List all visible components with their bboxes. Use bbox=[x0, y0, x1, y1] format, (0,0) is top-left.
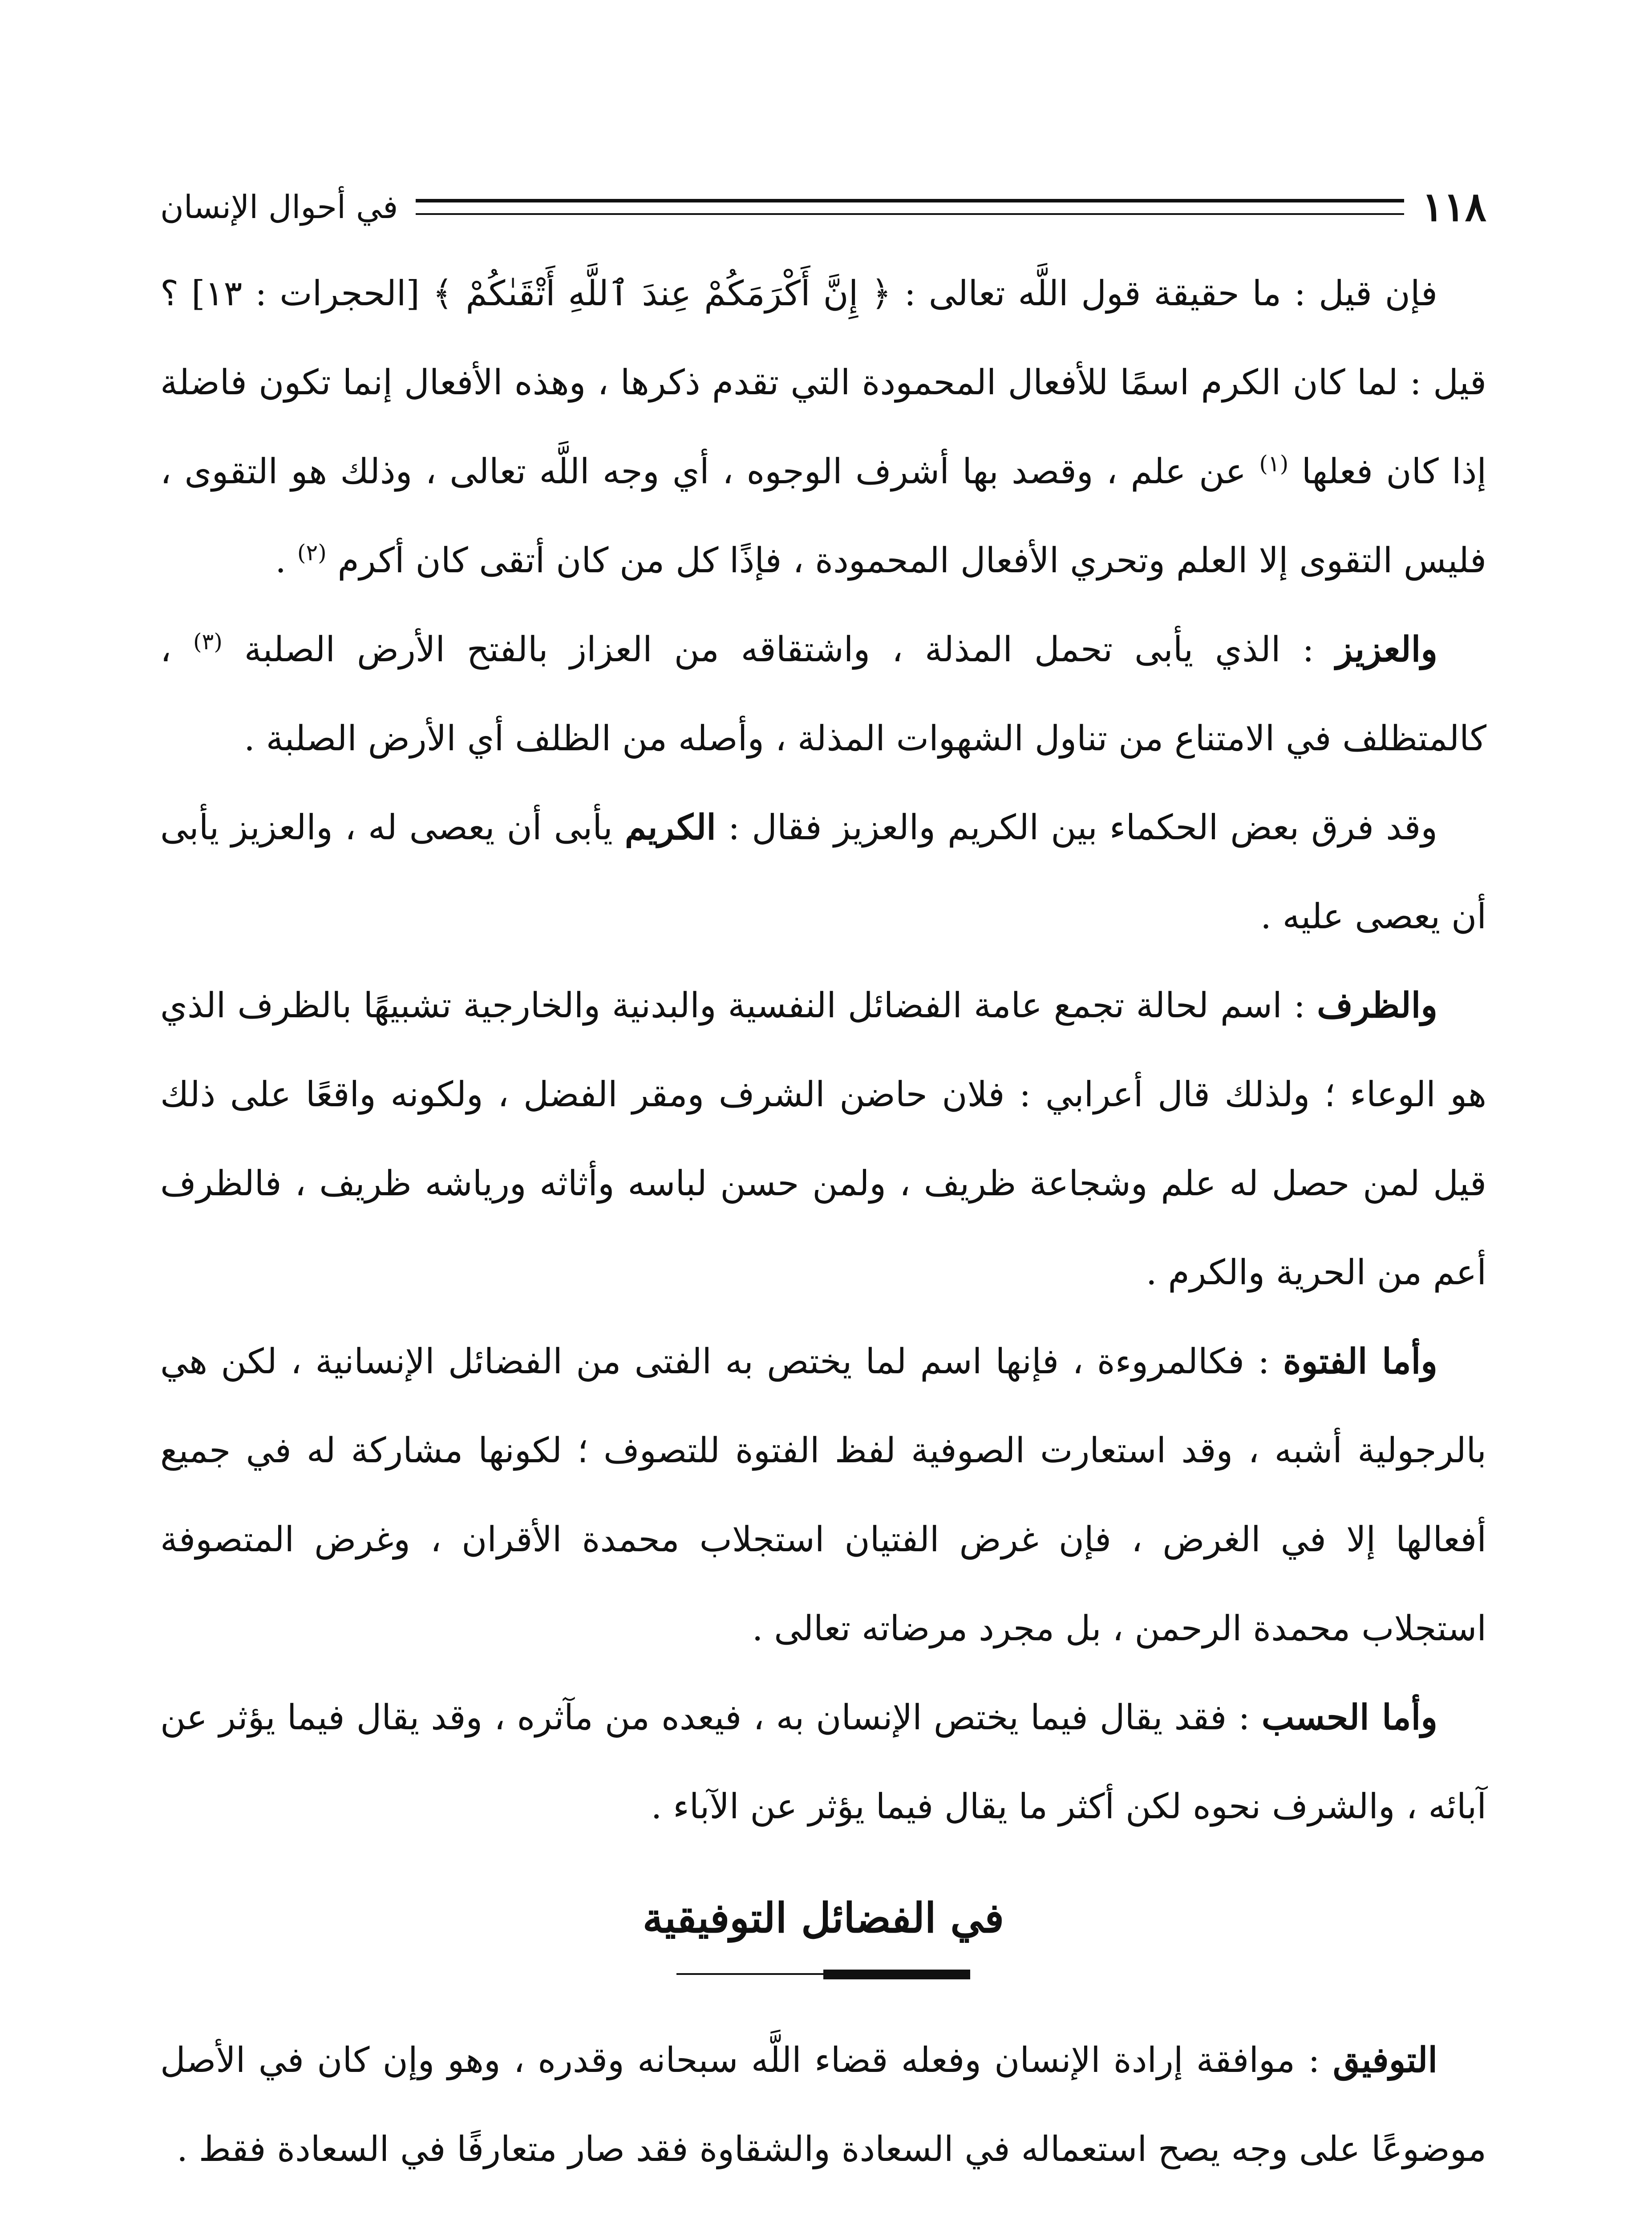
defined-term: الكريم bbox=[624, 807, 716, 848]
ornament-thick-bar bbox=[823, 1970, 970, 1979]
text-run: : الذي يأبى تحمل المذلة ، واشتقاقه من العزاز بالفتح الأرض الصلبة bbox=[222, 630, 1336, 670]
quran-quote: ﴿ إِنَّ أَكْرَمَكُمْ عِندَ ٱللَّهِ أَتْقَىٰكُمْ ﴾ bbox=[432, 274, 891, 314]
footnote-reference: (١) bbox=[1259, 451, 1289, 477]
section-text bbox=[160, 2016, 1486, 2194]
section-ornament bbox=[676, 1967, 970, 1985]
footnote-reference: (٢) bbox=[297, 540, 327, 566]
running-title: في أحوال الإنسان bbox=[160, 188, 398, 226]
defined-term: وأما الحسب bbox=[1261, 1697, 1437, 1738]
main-text bbox=[160, 249, 1486, 1851]
paragraph bbox=[160, 2016, 1486, 2194]
page-header bbox=[160, 174, 1486, 240]
text-run: . bbox=[275, 541, 297, 581]
book-page bbox=[160, 174, 1486, 2225]
section-heading: في الفضائل التوفيقية bbox=[642, 1894, 1004, 1942]
text-run: : موافقة إرادة الإنسان وفعله قضاء اللَّه سبحانه وقدره ، وهو وإن كان في الأصل موضوعًا على وجه يصح استعماله في السعادة والشقاوة فقد صار متعارفًا في السعادة فقط . bbox=[160, 2040, 1486, 2169]
paragraph bbox=[160, 605, 1486, 783]
text-run: وقد فرق بعض الحكماء بين الكريم والعزيز فقال : bbox=[716, 808, 1437, 848]
text-run: ، كالمتظلف في الامتناع من تناول الشهوات المذلة ، وأصله من الظلف أي الأرض الصلبة . bbox=[160, 630, 1486, 759]
paragraph bbox=[160, 961, 1486, 1317]
page-number: ١١٨ bbox=[1421, 183, 1486, 231]
paragraph bbox=[160, 249, 1486, 605]
text-run: فإن قيل : ما حقيقة قول اللَّه تعالى : bbox=[891, 274, 1437, 314]
text-run: يأبى أن يعصى له ، والعزيز يأبى أن يعصى عليه . bbox=[160, 808, 1486, 937]
defined-term: التوفيق bbox=[1332, 2040, 1437, 2080]
paragraph bbox=[160, 783, 1486, 961]
text-run: : اسم لحالة تجمع عامة الفضائل النفسية والبدنية والخارجية تشبيهًا بالظرف الذي هو الوعاء ؛ ولذلك قال أعرابي : فلان حاضن الشرف ومقر الفضل ، ولكونه واقعًا على ذلك قيل لمن حصل له علم وشجاعة ظريف ، ولمن حسن لباسه وأثاثه ورياشه ظريف ، فالظرف أعم من الحرية والكرم . bbox=[160, 986, 1486, 1293]
text-run: : فقد يقال فيما يختص الإنسان به ، فيعده من مآثره ، وقد يقال فيما يؤثر عن آبائه ، والشرف نحوه لكن أكثر ما يقال فيما يؤثر عن الآباء . bbox=[160, 1698, 1486, 1827]
text-run: : فكالمروءة ، فإنها اسم لما يختص به الفتى من الفضائل الإنسانية ، لكن هي بالرجولية أشبه ، وقد استعارت الصوفية لفظ الفتوة للتصوف ؛ لكونها مشاركة له في جميع أفعالها إلا في الغرض ، فإن غرض الفتيان استجلاب محمدة الأقران ، وغرض المتصوفة استجلاب محمدة الرحمن ، بل مجرد مرضاته تعالى . bbox=[160, 1342, 1486, 1649]
defined-term: وأما الفتوة bbox=[1283, 1341, 1437, 1382]
footnote-reference: (٣) bbox=[193, 629, 223, 655]
paragraph bbox=[160, 1317, 1486, 1673]
text-run: [الحجرات : ١٣] ؟ قيل : لما كان الكرم اسمًا للأفعال المحمودة التي تقدم ذكرها ، وهذه الأفعال إنما تكون فاضلة إذا كان فعلها bbox=[160, 274, 1486, 492]
header-rule bbox=[416, 199, 1404, 215]
paragraph bbox=[160, 1673, 1486, 1851]
defined-term: والعزيز bbox=[1336, 629, 1437, 670]
text-run: عن علم ، وقصد بها أشرف الوجوه ، أي وجه اللَّه تعالى ، وذلك هو التقوى ، فليس التقوى إلا العلم وتحري الأفعال المحمودة ، فإذًا كل من كان أتقى كان أكرم bbox=[160, 452, 1486, 581]
defined-term: والظرف bbox=[1317, 985, 1437, 1026]
